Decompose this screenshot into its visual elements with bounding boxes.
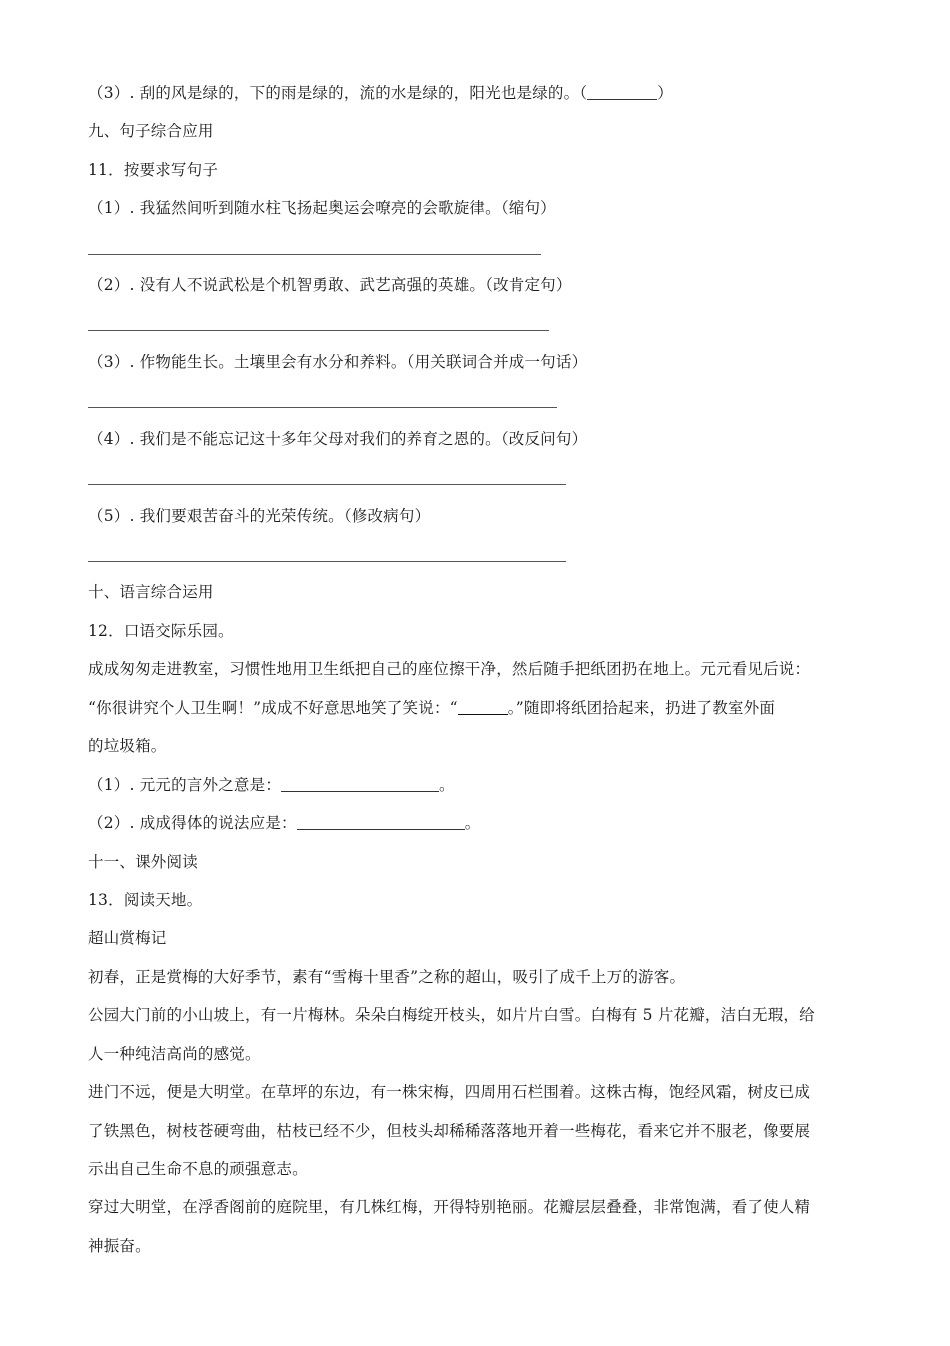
- q11-item-2: （2）. 没有人不说武松是个机智勇敢、武艺高强的英雄。（改肯定句）: [88, 276, 572, 294]
- passage-line: 示出自己生命不息的顽强意志。: [88, 1160, 308, 1178]
- section-heading: 十、语言综合运用: [88, 583, 214, 601]
- question-title: 12．口语交际乐园。: [88, 622, 234, 640]
- q11-item-4: （4）. 我们是不能忘记这十多年父母对我们的养育之恩的。（改反问句）: [88, 430, 588, 448]
- q12-paragraph-line: 成成匆匆走进教室，习惯性地用卫生纸把自己的座位擦干净，然后随手把纸团扔在地上。元元看见后说：: [88, 660, 811, 678]
- passage-line: 神振奋。: [88, 1237, 151, 1255]
- answer-blank[interactable]: [297, 815, 465, 830]
- q12-sub-1: （1）. 元元的言外之意是： 。: [88, 776, 455, 794]
- passage-line: 进门不远，便是大明堂。在草坪的东边，有一株宋梅，四周用石栏围着。这株古梅，饱经风霜，树皮已成: [88, 1083, 811, 1101]
- answer-line[interactable]: [88, 484, 566, 485]
- passage-line: 穿过大明堂，在浮香阁前的庭院里，有几株红梅，开得特别艳丽。花瓣层层叠叠，非常饱满，看了使人精: [88, 1198, 811, 1216]
- q12-paragraph-line: “你很讲究个人卫生啊！”成成不好意思地笑了笑说：“ 。”随即将纸团拾起来，扔进了教室外面: [88, 699, 776, 717]
- passage-title: 超山赏梅记: [88, 929, 167, 947]
- q11-item-1: （1）. 我猛然间听到随水柱飞扬起奥运会嘹亮的会歌旋律。（缩句）: [88, 199, 556, 217]
- answer-blank[interactable]: [281, 777, 439, 792]
- answer-line[interactable]: [88, 407, 557, 408]
- q12-paragraph-line: 的垃圾箱。: [88, 737, 167, 755]
- answer-line[interactable]: [88, 330, 549, 331]
- question-title: 13．阅读天地。: [88, 891, 203, 909]
- answer-line[interactable]: [88, 561, 566, 562]
- answer-blank[interactable]: [587, 85, 657, 100]
- passage-line: 了铁黑色，树枝苍硬弯曲，枯枝已经不少，但枝头却稀稀落落地开着一些梅花，看来它并不服老，像要展: [88, 1122, 811, 1140]
- passage-line: 人一种纯洁高尚的感觉。: [88, 1045, 261, 1063]
- section-heading: 九、句子综合应用: [88, 122, 214, 140]
- q10-item3: （3）. 刮的风是绿的，下的雨是绿的，流的水是绿的，阳光也是绿的。（ ）: [88, 84, 673, 102]
- answer-line[interactable]: [88, 254, 541, 255]
- passage-line: 初春，正是赏梅的大好季节，素有“雪梅十里香”之称的超山，吸引了成千上万的游客。: [88, 968, 686, 986]
- question-title: 11．按要求写句子: [88, 161, 219, 179]
- section-heading: 十一、课外阅读: [88, 853, 198, 871]
- answer-blank[interactable]: [458, 700, 508, 715]
- q11-item-5: （5）. 我们要艰苦奋斗的光荣传统。（修改病句）: [88, 507, 431, 525]
- passage-line: 公园大门前的小山坡上，有一片梅林。朵朵白梅绽开枝头，如片片白雪。白梅有 5 片花瓣，洁白无瑕，给: [88, 1006, 815, 1024]
- q11-item-3: （3）. 作物能生长。土壤里会有水分和养料。（用关联词合并成一句话）: [88, 353, 588, 371]
- q12-sub-2: （2）. 成成得体的说法应是： 。: [88, 814, 481, 832]
